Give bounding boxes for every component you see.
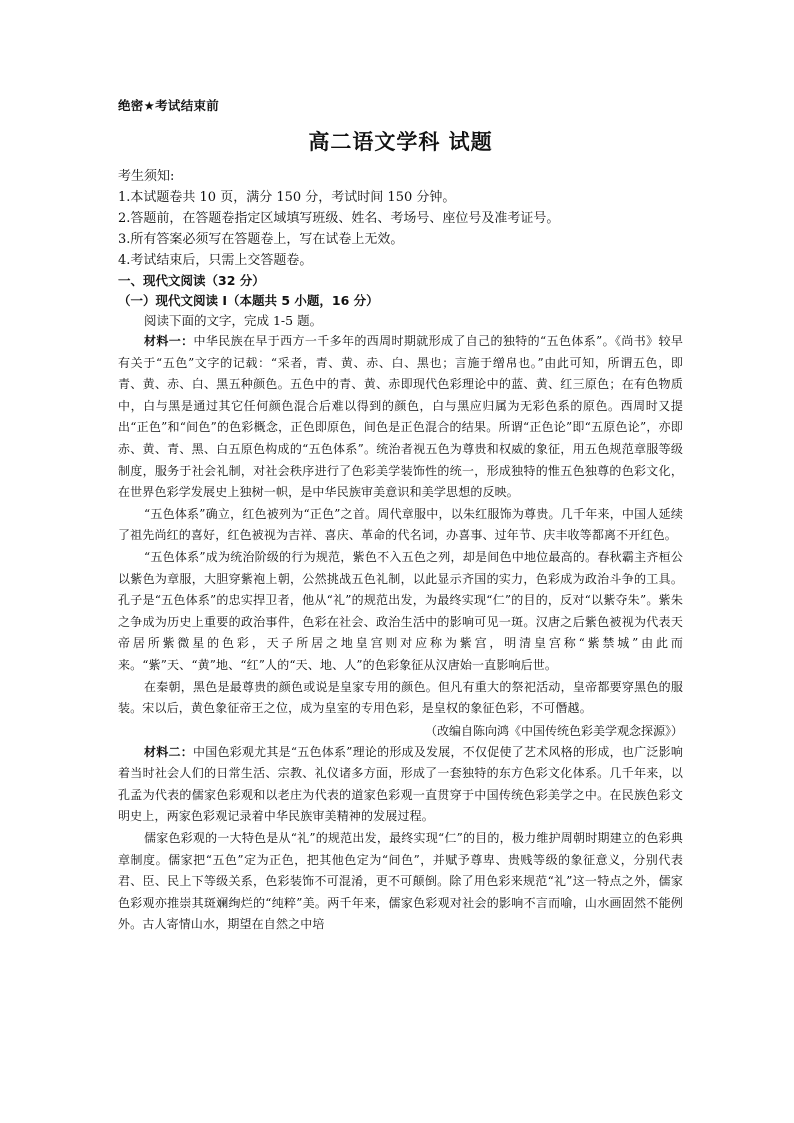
exam-page — [118, 96, 683, 936]
notice-item: 1.本试题卷共 10 页，满分 150 分，考试时间 150 分钟。 — [118, 190, 456, 205]
material1-paragraph: 在秦朝，黑色是最尊贵的颜色或说是皇家专用的颜色。但凡有重大的祭祀活动，皇帝都要穿黑色的服装。宋以后，黄色象征帝王之位，成为皇室的专用色彩，是皇权的象征色彩，不可僭越。 — [118, 679, 683, 716]
notice-item: 4.考试结束后，只需上交答题卷。 — [118, 253, 313, 268]
notice-item: 2.答题前，在答题卷指定区域填写班级、姓名、考场号、座位号及准考证号。 — [118, 211, 560, 226]
material1-paragraph: 材料一：中华民族在早于西方一千多年的西周时期就形成了自己的独特的“五色体系”。《尚书》较早有关于“五色”文字的记载：“采者，青、黄、赤、白、黑也；言施于缯帛也。”由此可知，所谓五色，即青、黄、赤、白、黑五种颜色。五色中的青、黄、赤即现代色彩理论中的蓝、黄、红三原色；在有色物质中，白与黑是通过其它任何颜色混合后难以得到的颜色，白与黑应归属为无彩色系的原色。西周时又提出“正色”和“间色”的色彩概念，正色即原色，间色是正色混合的结果。所谓“正色论”即“五原色论”，亦即赤、黄、青、黑、白五原色构成的“五色体系”。统治者视五色为尊贵和权威的象征，用五色规范章服等级制度，服务于社会礼制，对社会秩序进行了色彩美学装饰性的统一，形成独特的惟五色独尊的色彩文化，在世界色彩学发展史上独树一帜，是中华民族审美意识和美学思想的反映。 — [118, 334, 683, 500]
notice-item: 3.所有答案必须写在答题卷上，写在试卷上无效。 — [118, 232, 404, 247]
reading-instruction: 阅读下面的文字，完成 1-5 题。 — [144, 313, 323, 328]
material1-paragraph: “五色体系”确立，红色被列为“正色”之首。周代章服中，以朱红服饰为尊贵。几千年来，中国人延续了祖先尚红的喜好，红色被视为吉祥、喜庆、革命的代名词，办喜事、过年节、庆丰收等都离不开红色。 — [118, 506, 683, 543]
page-title: 高二语文学科 试题 — [308, 130, 493, 154]
notice-heading: 考生须知: — [118, 169, 175, 184]
material1-source: （改编自陈向鸿《中国传统色彩美学观念探源》） — [424, 723, 683, 738]
material2-label: 材料二： — [144, 744, 193, 759]
section-heading: 一、现代文阅读（32 分） — [118, 273, 265, 288]
confidential-mark: 绝密★考试结束前 — [118, 98, 220, 113]
material2-paragraph: 材料二：中国色彩观尤其是“五色体系”理论的形成及发展，不仅促使了艺术风格的形成，也广泛影响着当时社会人们的日常生活、宗教、礼仪诸多方面，形成了一套独特的东方色彩文化体系。几千年来，以孔孟为代表的儒家色彩观和以老庄为代表的道家色彩观一直贯穿于中国传统色彩美学之中。在民族色彩文明史上，两家色彩观记录着中华民族审美精神的发展过程。 — [118, 744, 683, 824]
material1-label: 材料一： — [144, 334, 194, 348]
material1-paragraph: “五色体系”成为统治阶级的行为规范，紫色不入五色之列，却是间色中地位最高的。春秋霸主齐桓公以紫色为章服，大胆穿紫袍上朝，公然挑战五色礼制，以此显示齐国的实力，色彩成为政治斗争的工具。孔子是“五色体系”的忠实捍卫者，他从“礼”的规范出发，为最终实现“仁”的目的，反对“以紫夺朱”。紫朱之争成为历史上重要的政治事件，色彩在社会、政治生活中的影响可见一斑。汉唐之后紫色被视为代表天帝居所紫微星的色彩，天子所居之地皇宫则对应称为紫宫，明清皇宫称“紫禁城”由此而来。“紫”天、“黄”地、“红”人的“天、地、人”的色彩象征从汉唐始一直影响后世。 — [118, 549, 683, 672]
material2-paragraph: 儒家色彩观的一大特色是从“礼”的规范出发，最终实现“仁”的目的，极力维护周朝时期建立的色彩典章制度。儒家把“五色”定为正色，把其他色定为“间色”，并赋予尊卑、贵贱等级的象征意义，分别代表君、臣、民上下等级关系，色彩装饰不可混淆，更不可颠倒。除了用色彩来规范“礼”这一特点之外，儒家色彩观亦推崇其斑斓绚烂的“纯粹”美。两千年来，儒家色彩观对社会的影响不言而喻，山水画固然不能例外。古人寄情山水，期望在自然之中培 — [118, 831, 683, 932]
notice-list — [118, 187, 683, 271]
subsection-heading: （一）现代文阅读 I（本题共 5 小题，16 分） — [118, 293, 379, 308]
